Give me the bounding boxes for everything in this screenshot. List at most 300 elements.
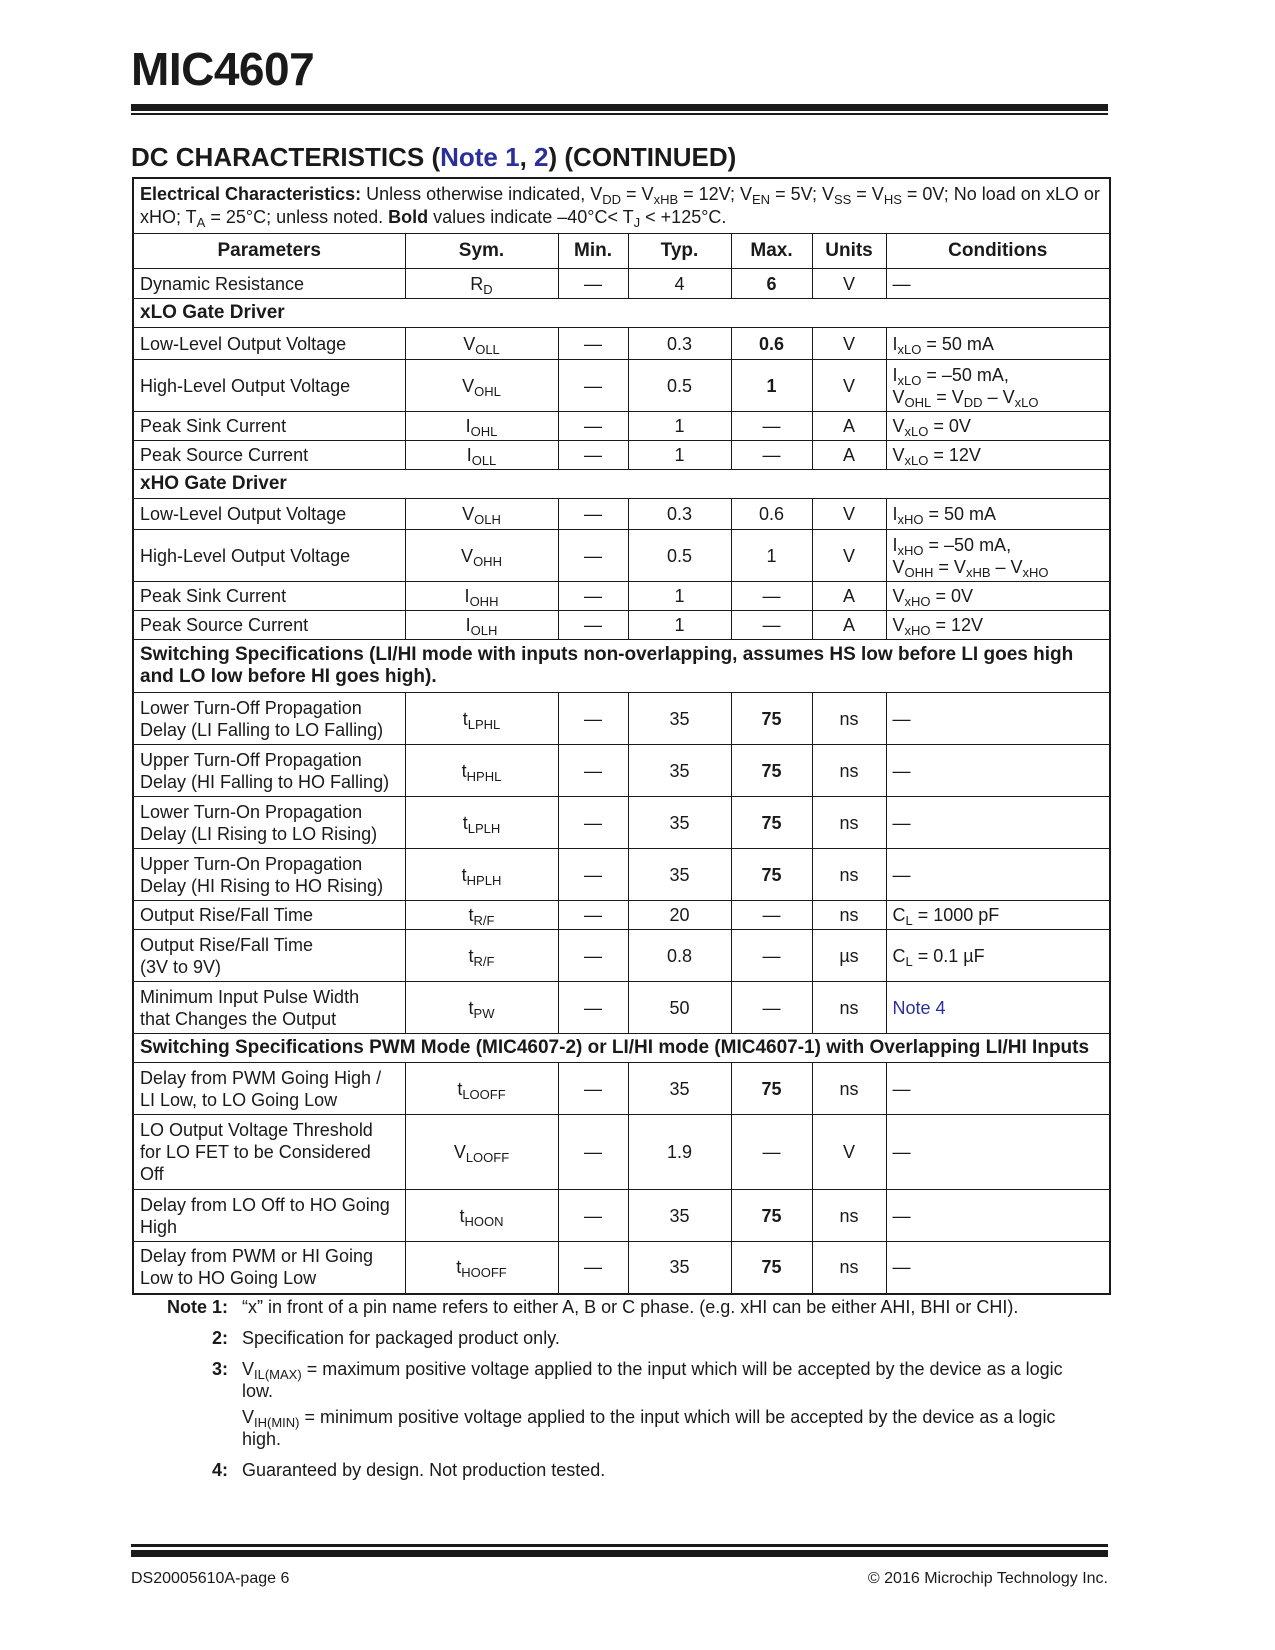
parameter-cell bbox=[133, 1063, 405, 1115]
subscript: A bbox=[196, 215, 206, 230]
max-cell: 75 bbox=[731, 745, 812, 797]
typ-cell: 0.3 bbox=[628, 328, 731, 360]
units-cell: ns bbox=[812, 693, 886, 745]
note-link[interactable]: Note 4 bbox=[892, 997, 946, 1018]
parameter-cell bbox=[133, 582, 405, 611]
parameter-line: Delay (HI Falling to HO Falling) bbox=[140, 771, 390, 792]
parameter-line: Low-Level Output Voltage bbox=[140, 333, 347, 354]
text-segment: I bbox=[892, 333, 898, 354]
symbol-base: t bbox=[468, 905, 474, 925]
symbol-cell bbox=[405, 1115, 558, 1190]
parameter-cell bbox=[133, 693, 405, 745]
condition-line bbox=[893, 997, 1104, 1019]
table-row bbox=[133, 611, 1110, 640]
text-segment: Guaranteed by design. Not production tested. bbox=[242, 1460, 606, 1480]
parameter-cell bbox=[133, 1190, 405, 1242]
parameter-cell bbox=[133, 797, 405, 849]
symbol-subscript: OHH bbox=[469, 594, 499, 609]
text-segment: = 1000 pF bbox=[912, 905, 1000, 925]
units-cell: A bbox=[812, 441, 886, 470]
min-cell: — bbox=[558, 611, 628, 640]
text-segment: = V bbox=[851, 184, 884, 204]
copyright: © 2016 Microchip Technology Inc. bbox=[867, 1570, 1108, 1587]
column-header-max: Max. bbox=[731, 234, 812, 269]
subscript: IH(MIN) bbox=[254, 1415, 300, 1430]
conditions-cell bbox=[886, 797, 1110, 849]
parameter-line: LI Low, to LO Going Low bbox=[140, 1089, 338, 1110]
condition-line bbox=[893, 273, 1104, 295]
text-segment: I bbox=[892, 534, 898, 555]
parameter-cell bbox=[133, 1242, 405, 1294]
units-cell: µs bbox=[812, 930, 886, 982]
symbol-base: t bbox=[468, 945, 474, 966]
max-cell: — bbox=[731, 901, 812, 930]
text-segment: = V bbox=[931, 386, 964, 407]
conditions-cell bbox=[886, 582, 1110, 611]
symbol-subscript: OLH bbox=[470, 623, 498, 638]
parameter-cell bbox=[133, 530, 405, 582]
max-cell: 1 bbox=[731, 360, 812, 412]
symbol-base: V bbox=[453, 1142, 466, 1162]
min-cell: — bbox=[558, 530, 628, 582]
bold-text: Electrical Characteristics: bbox=[140, 184, 362, 204]
min-cell: — bbox=[558, 693, 628, 745]
table-row bbox=[133, 530, 1110, 582]
condition-line bbox=[893, 333, 1104, 355]
units-cell: A bbox=[812, 582, 886, 611]
typ-cell: 1 bbox=[628, 611, 731, 640]
section-row bbox=[133, 299, 1110, 328]
table-row bbox=[133, 328, 1110, 360]
conditions-cell bbox=[886, 1063, 1110, 1115]
condition-line bbox=[893, 812, 1104, 834]
conditions-cell bbox=[886, 360, 1110, 412]
text-segment: — bbox=[892, 708, 911, 729]
units-cell: V bbox=[812, 269, 886, 299]
typ-cell: 35 bbox=[628, 1063, 731, 1115]
max-cell: 1 bbox=[731, 530, 812, 582]
heading-separator: , bbox=[519, 142, 535, 172]
max-cell: — bbox=[731, 412, 812, 441]
condition-line bbox=[893, 556, 1104, 578]
symbol-base: I bbox=[464, 586, 470, 606]
table-row bbox=[133, 441, 1110, 470]
text-segment: — bbox=[892, 1078, 911, 1099]
typ-cell: 0.8 bbox=[628, 930, 731, 982]
parameter-line: High-Level Output Voltage bbox=[140, 375, 351, 396]
symbol-cell bbox=[405, 269, 558, 299]
typ-cell: 35 bbox=[628, 1242, 731, 1294]
table-row bbox=[133, 582, 1110, 611]
conditions-cell bbox=[886, 693, 1110, 745]
text-segment: — bbox=[892, 760, 911, 781]
max-cell: — bbox=[731, 582, 812, 611]
units-cell: ns bbox=[812, 745, 886, 797]
note-paragraph bbox=[242, 1358, 1098, 1402]
subscript: xHO bbox=[1022, 564, 1049, 580]
conditions-cell bbox=[886, 1115, 1110, 1190]
note-paragraph bbox=[242, 1406, 1098, 1450]
text-segment: = 25°C; unless noted. bbox=[205, 207, 389, 227]
note-text bbox=[242, 1459, 605, 1485]
subscript: xHO bbox=[897, 512, 924, 527]
conditions-cell bbox=[886, 269, 1110, 299]
table-row bbox=[133, 930, 1110, 982]
parameter-line: Lower Turn-On Propagation bbox=[140, 801, 363, 822]
condition-line bbox=[893, 708, 1104, 730]
symbol-cell bbox=[405, 412, 558, 441]
subscript: xLO bbox=[1014, 394, 1039, 410]
text-segment: — bbox=[892, 864, 911, 885]
symbol-base: t bbox=[461, 760, 467, 781]
symbol-subscript: OLL bbox=[471, 453, 497, 468]
table-row bbox=[133, 982, 1110, 1034]
parameter-line: Output Rise/Fall Time bbox=[140, 934, 314, 955]
typ-cell: 35 bbox=[628, 849, 731, 901]
parameter-cell bbox=[133, 745, 405, 797]
text-segment: = 0V bbox=[928, 416, 971, 436]
symbol-cell bbox=[405, 901, 558, 930]
section-row bbox=[133, 1034, 1110, 1063]
parameter-line: Peak Sink Current bbox=[140, 416, 287, 436]
condition-line bbox=[893, 864, 1104, 886]
subscript: xHB bbox=[965, 564, 991, 580]
text-segment: — bbox=[892, 1257, 911, 1278]
text-segment: = 12V bbox=[928, 445, 981, 465]
min-cell: — bbox=[558, 849, 628, 901]
text-segment: V bbox=[892, 445, 905, 465]
text-segment: = 0V; No load on xLO or xHO; T bbox=[140, 184, 1100, 227]
text-segment: V bbox=[892, 615, 905, 635]
symbol-cell bbox=[405, 693, 558, 745]
table-row bbox=[133, 693, 1110, 745]
max-cell: 75 bbox=[731, 797, 812, 849]
max-cell: — bbox=[731, 441, 812, 470]
subscript: J bbox=[633, 215, 641, 230]
table-row bbox=[133, 901, 1110, 930]
parameter-cell bbox=[133, 930, 405, 982]
note-item bbox=[138, 1459, 1098, 1485]
subscript: OHH bbox=[904, 564, 934, 580]
note-paragraph bbox=[242, 1327, 560, 1349]
units-cell: V bbox=[812, 328, 886, 360]
subscript: xHO bbox=[904, 623, 931, 638]
parameter-line: LO Output Voltage Threshold bbox=[140, 1120, 373, 1140]
symbol-base: t bbox=[468, 997, 474, 1018]
text-segment: Unless otherwise indicated, V bbox=[361, 184, 603, 204]
subscript: L bbox=[905, 913, 913, 928]
section-label: Switching Specifications (LI/HI mode with inputs non-overlapping, assumes HS low before LI goes high and LO low before HI goes high). bbox=[133, 640, 1110, 693]
text-segment: = 12V; V bbox=[678, 184, 753, 204]
typ-cell: 50 bbox=[628, 982, 731, 1034]
min-cell: — bbox=[558, 930, 628, 982]
symbol-cell bbox=[405, 530, 558, 582]
text-segment: – V bbox=[982, 386, 1015, 407]
symbol-cell bbox=[405, 797, 558, 849]
text-segment: V bbox=[242, 1359, 255, 1379]
note-prefix: Note bbox=[166, 1297, 207, 1317]
conditions-cell bbox=[886, 412, 1110, 441]
note-item bbox=[138, 1296, 1098, 1322]
typ-cell: 35 bbox=[628, 1190, 731, 1242]
parameter-line: Delay (LI Falling to LO Falling) bbox=[140, 719, 384, 740]
symbol-cell bbox=[405, 1242, 558, 1294]
symbol-subscript: HOOFF bbox=[461, 1265, 507, 1281]
typ-cell: 0.5 bbox=[628, 530, 731, 582]
max-cell: — bbox=[731, 1115, 812, 1190]
note-text bbox=[242, 1327, 560, 1353]
symbol-base: I bbox=[465, 416, 471, 436]
units-cell: ns bbox=[812, 1242, 886, 1294]
text-segment: V bbox=[892, 586, 905, 606]
units-cell: ns bbox=[812, 1063, 886, 1115]
condition-line bbox=[893, 945, 1104, 967]
condition-line bbox=[893, 1256, 1104, 1278]
section-row bbox=[133, 470, 1110, 499]
units-cell: V bbox=[812, 1115, 886, 1190]
column-header-sym: Sym. bbox=[405, 234, 558, 269]
text-segment: V bbox=[892, 416, 905, 436]
column-header-conditions: Conditions bbox=[886, 234, 1110, 269]
note-1-link[interactable]: Note 1 bbox=[440, 142, 520, 172]
parameter-line: Delay (LI Rising to LO Rising) bbox=[140, 823, 378, 844]
typ-cell: 20 bbox=[628, 901, 731, 930]
note-item bbox=[138, 1358, 1098, 1454]
subscript: xHO bbox=[897, 542, 924, 558]
max-cell: 6 bbox=[731, 269, 812, 299]
symbol-subscript: LPHL bbox=[467, 716, 501, 732]
parameter-line: Peak Source Current bbox=[140, 445, 309, 465]
symbol-base: V bbox=[461, 545, 474, 566]
note-number: 1: bbox=[211, 1297, 228, 1317]
table-row bbox=[133, 499, 1110, 530]
header-rule bbox=[131, 104, 1108, 111]
parameter-line: High bbox=[140, 1216, 178, 1237]
table-row bbox=[133, 1242, 1110, 1294]
parameter-cell bbox=[133, 982, 405, 1034]
symbol-subscript: OHL bbox=[470, 424, 498, 439]
parameter-line: Upper Turn-On Propagation bbox=[140, 853, 363, 874]
subscript: EN bbox=[752, 192, 771, 207]
typ-cell: 1 bbox=[628, 412, 731, 441]
parameter-cell bbox=[133, 441, 405, 470]
symbol-subscript: PW bbox=[473, 1005, 495, 1021]
table-row bbox=[133, 849, 1110, 901]
text-segment: “x” in front of a pin name refers to either A, B or C phase. (e.g. xHI can be either AHI, BHI or CHI). bbox=[242, 1297, 1019, 1317]
text-segment: = 50 mA bbox=[921, 333, 994, 354]
symbol-base: I bbox=[465, 615, 471, 635]
min-cell: — bbox=[558, 1063, 628, 1115]
text-segment: C bbox=[892, 945, 906, 966]
min-cell: — bbox=[558, 328, 628, 360]
typ-cell: 1 bbox=[628, 441, 731, 470]
dc-characteristics-table bbox=[132, 177, 1111, 1295]
parameter-line: Upper Turn-Off Propagation bbox=[140, 749, 362, 770]
min-cell: — bbox=[558, 582, 628, 611]
parameter-cell bbox=[133, 269, 405, 299]
min-cell: — bbox=[558, 1115, 628, 1190]
text-segment: — bbox=[892, 1142, 911, 1162]
parameter-line: High-Level Output Voltage bbox=[140, 545, 351, 566]
subscript: IL(MAX) bbox=[254, 1367, 302, 1382]
symbol-base: V bbox=[462, 504, 475, 524]
table-row bbox=[133, 797, 1110, 849]
parameter-line: that Changes the Output bbox=[140, 1008, 337, 1029]
min-cell: — bbox=[558, 441, 628, 470]
text-segment: values indicate –40°C< T bbox=[428, 207, 634, 227]
subscript: L bbox=[905, 953, 913, 969]
symbol-cell bbox=[405, 441, 558, 470]
typ-cell: 35 bbox=[628, 693, 731, 745]
text-segment: = –50 mA, bbox=[921, 364, 1009, 385]
column-header-parameters: Parameters bbox=[133, 234, 405, 269]
text-segment: = 50 mA bbox=[923, 504, 997, 524]
text-segment: V bbox=[892, 386, 905, 407]
text-segment: = V bbox=[933, 556, 966, 577]
conditions-cell bbox=[886, 328, 1110, 360]
min-cell: — bbox=[558, 1242, 628, 1294]
parameter-cell bbox=[133, 412, 405, 441]
condition-line bbox=[893, 585, 1104, 607]
symbol-subscript: R/F bbox=[473, 953, 495, 969]
max-cell: 0.6 bbox=[731, 328, 812, 360]
min-cell: — bbox=[558, 745, 628, 797]
note-paragraph bbox=[242, 1296, 1018, 1318]
text-segment: – V bbox=[990, 556, 1023, 577]
symbol-base: t bbox=[459, 1205, 465, 1226]
table-row bbox=[133, 745, 1110, 797]
text-segment: = 5V; V bbox=[770, 184, 834, 204]
min-cell: — bbox=[558, 412, 628, 441]
units-cell: ns bbox=[812, 1190, 886, 1242]
table-row bbox=[133, 360, 1110, 412]
column-header-min: Min. bbox=[558, 234, 628, 269]
section-label: Switching Specifications PWM Mode (MIC4607-2) or LI/HI mode (MIC4607-1) with Overlapping LI/HI Inputs bbox=[133, 1034, 1110, 1063]
table-row bbox=[133, 1190, 1110, 1242]
document-title: MIC4607 bbox=[131, 43, 315, 95]
max-cell: — bbox=[731, 982, 812, 1034]
text-segment: = 12V bbox=[930, 615, 984, 635]
units-cell: V bbox=[812, 530, 886, 582]
table-row bbox=[133, 1115, 1110, 1190]
note-item bbox=[138, 1327, 1098, 1353]
subscript: DD bbox=[602, 192, 622, 207]
units-cell: A bbox=[812, 412, 886, 441]
note-2-link[interactable]: 2 bbox=[534, 142, 549, 172]
parameter-line: Delay (HI Rising to HO Rising) bbox=[140, 875, 384, 896]
max-cell: 0.6 bbox=[731, 499, 812, 530]
parameter-line: Minimum Input Pulse Width bbox=[140, 986, 360, 1007]
symbol-cell bbox=[405, 982, 558, 1034]
note-label bbox=[138, 1296, 242, 1322]
condition-line bbox=[893, 1078, 1104, 1100]
condition-line bbox=[893, 760, 1104, 782]
parameter-cell bbox=[133, 360, 405, 412]
symbol-subscript: D bbox=[483, 281, 493, 297]
subscript: OHL bbox=[904, 394, 932, 410]
typ-cell: 4 bbox=[628, 269, 731, 299]
symbol-subscript: R/F bbox=[473, 913, 495, 928]
conditions-cell bbox=[886, 530, 1110, 582]
symbol-subscript: OHL bbox=[474, 383, 501, 399]
symbol-subscript: OHH bbox=[473, 553, 502, 569]
min-cell: — bbox=[558, 901, 628, 930]
symbol-cell bbox=[405, 328, 558, 360]
parameter-cell bbox=[133, 328, 405, 360]
symbol-subscript: LOOFF bbox=[462, 1086, 506, 1102]
max-cell: 75 bbox=[731, 693, 812, 745]
text-segment: C bbox=[892, 905, 906, 925]
table-row bbox=[133, 269, 1110, 299]
condition-line bbox=[893, 1141, 1104, 1163]
note-number: 3: bbox=[211, 1359, 228, 1379]
parameter-line: Output Rise/Fall Time bbox=[140, 905, 314, 925]
conditions-row bbox=[133, 178, 1110, 234]
min-cell: — bbox=[558, 360, 628, 412]
section-row bbox=[133, 640, 1110, 693]
footer-rule bbox=[131, 1550, 1108, 1557]
header-rule-thin bbox=[131, 113, 1108, 115]
max-cell: 75 bbox=[731, 1242, 812, 1294]
symbol-base: R bbox=[470, 273, 484, 294]
symbol-cell bbox=[405, 1190, 558, 1242]
conditions-cell bbox=[886, 1190, 1110, 1242]
condition-line bbox=[893, 904, 1104, 926]
subscript: xHB bbox=[653, 192, 679, 207]
conditions-cell bbox=[886, 849, 1110, 901]
parameter-line: for LO FET to be Considered bbox=[140, 1142, 371, 1162]
symbol-subscript: HPLH bbox=[466, 872, 502, 888]
symbol-cell bbox=[405, 745, 558, 797]
heading-suffix: ) (CONTINUED) bbox=[548, 142, 737, 172]
parameter-line: Peak Source Current bbox=[140, 615, 309, 635]
parameter-cell bbox=[133, 849, 405, 901]
units-cell: ns bbox=[812, 849, 886, 901]
note-label bbox=[138, 1358, 242, 1454]
parameter-cell bbox=[133, 611, 405, 640]
parameter-line: Delay from PWM Going High / bbox=[140, 1067, 382, 1088]
column-header-typ: Typ. bbox=[628, 234, 731, 269]
min-cell: — bbox=[558, 982, 628, 1034]
text-segment: = 0.1 µF bbox=[912, 945, 985, 966]
subscript: xLO bbox=[897, 341, 922, 357]
condition-line bbox=[893, 444, 1104, 466]
text-segment: — bbox=[892, 812, 911, 833]
max-cell: — bbox=[731, 930, 812, 982]
footer-rule-thin bbox=[131, 1544, 1108, 1547]
symbol-cell bbox=[405, 360, 558, 412]
parameter-cell bbox=[133, 1115, 405, 1190]
symbol-cell bbox=[405, 1063, 558, 1115]
conditions-cell bbox=[886, 901, 1110, 930]
conditions-cell bbox=[886, 1242, 1110, 1294]
parameter-line: Lower Turn-Off Propagation bbox=[140, 697, 362, 718]
note-number: 2: bbox=[211, 1328, 228, 1348]
typ-cell: 35 bbox=[628, 797, 731, 849]
subscript: DD bbox=[963, 394, 983, 410]
subscript: xLO bbox=[897, 372, 922, 388]
max-cell: 75 bbox=[731, 849, 812, 901]
note-number: 4: bbox=[211, 1460, 228, 1480]
symbol-subscript: HOON bbox=[464, 1213, 504, 1229]
condition-line bbox=[893, 386, 1104, 408]
typ-cell: 1 bbox=[628, 582, 731, 611]
condition-line bbox=[893, 614, 1104, 636]
note-text bbox=[242, 1358, 1098, 1454]
subscript: xHO bbox=[904, 594, 931, 609]
subscript: xLO bbox=[904, 424, 929, 439]
parameter-line: Off bbox=[140, 1164, 164, 1184]
